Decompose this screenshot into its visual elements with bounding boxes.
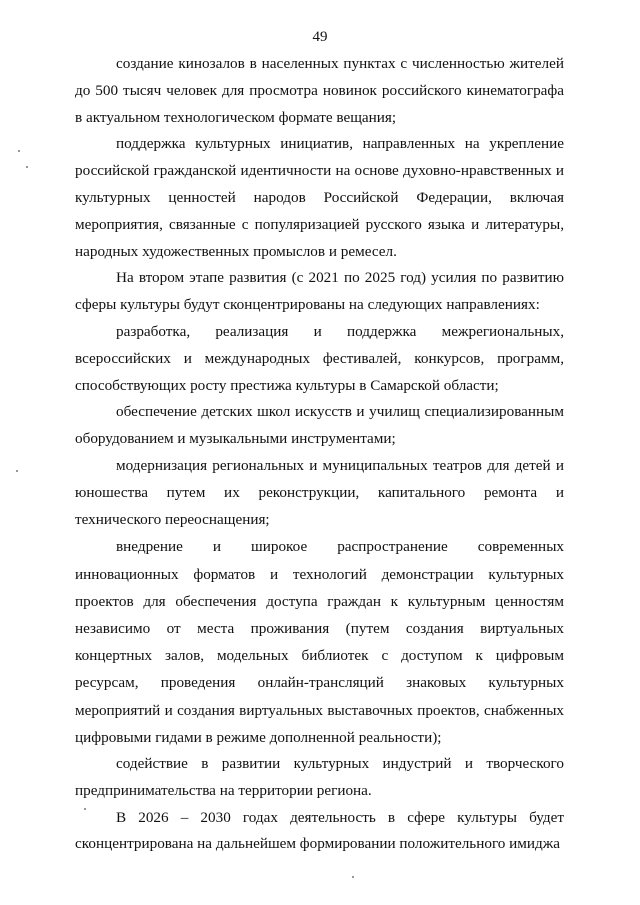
scan-speck: [352, 876, 354, 878]
scan-speck: [16, 470, 18, 472]
paragraph-cinema-halls: создание кинозалов в населенных пунктах с численностью жителей до 500 тысяч человек для просмотра новинок российского кинематографа в актуальном технологическом формате вещания;: [75, 55, 564, 126]
scan-speck: [18, 150, 20, 152]
page-number: 49: [312, 29, 328, 45]
paragraph-creative-industries: содействие в развитии культурных индустрий и творческого предпринимательства на территории региона.: [75, 754, 564, 799]
paragraph-innovative-formats: внедрение и широкое распространение современных инновационных форматов и технологий демонстрации культурных проектов для обеспечения доступа граждан к культурным ценностям независимо от места проживания (путем создания виртуальных концертных залов, модельных библиотек с доступом к цифровым ресурсам, проведения онлайн-трансляций знаковых культурных мероприятий и создания виртуальных выставочных проектов, снабженных цифровыми гидами в режиме дополненной реальности);: [75, 538, 564, 746]
scan-speck: [84, 808, 86, 810]
document-body: [75, 51, 564, 858]
scan-speck: [26, 166, 28, 168]
paragraph-art-schools: обеспечение детских школ искусств и училищ специализированным оборудованием и музыкальными инструментами;: [75, 403, 564, 448]
paragraph-theatres: модернизация региональных и муниципальных театров для детей и юношества путем их реконструкции, капитального ремонта и технического переоснащения;: [75, 456, 564, 528]
paragraph-second-stage: На втором этапе развития (с 2021 по 2025 год) усилия по развитию сферы культуры будут сконцентрированы на следующих направлениях:: [75, 269, 564, 314]
paragraph-cultural-initiatives: поддержка культурных инициатив, направленных на укрепление российской гражданской идентичности на основе духовно-нравственных и культурных ценностей народов Российской Федерации, включая мероприятия, связанные с популяризацией русского языка и литературы, народных художественных промыслов и ремесел.: [75, 135, 564, 260]
paragraph-third-stage: В 2026 – 2030 годах деятельность в сфере культуры будет сконцентрирована на дальнейшем формировании положительного имиджа: [75, 808, 564, 853]
paragraph-festivals: разработка, реализация и поддержка межрегиональных, всероссийских и международных фестивалей, конкурсов, программ, способствующих росту престижа культуры в Самарской области;: [75, 322, 564, 394]
